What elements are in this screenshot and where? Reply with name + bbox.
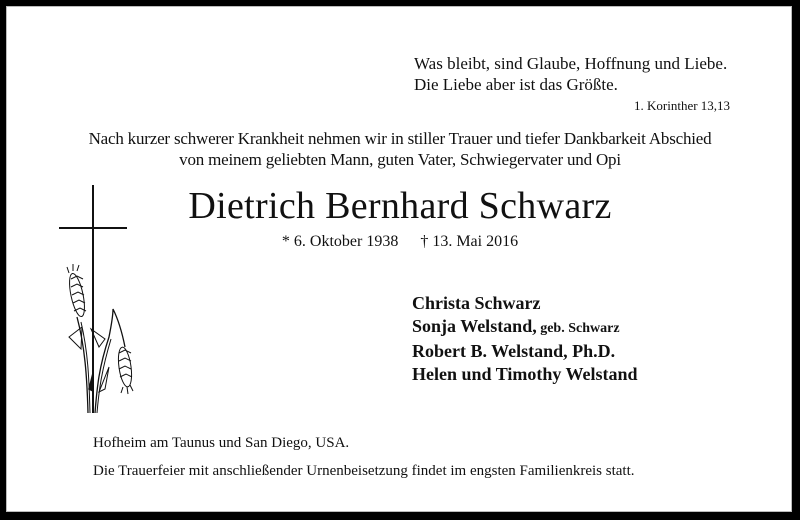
family-list: [412, 292, 638, 386]
verse-reference: 1. Korinther 13,13: [634, 98, 731, 113]
maiden-name: geb. Schwarz: [536, 321, 620, 336]
intro-line-2: von meinem geliebten Mann, guten Vater, Schwiegervater und Opi: [179, 150, 621, 169]
obituary-card: [6, 6, 792, 512]
family-member: Christa Schwarz: [412, 293, 541, 313]
birth-date: * 6. Oktober 1938: [281, 233, 399, 250]
family-member: Helen und Timothy Welstand: [412, 364, 638, 384]
family-member: Robert B. Welstand, Ph.D.: [412, 341, 616, 361]
place-line: Hofheim am Taunus und San Diego, USA.: [93, 435, 350, 451]
intro-text: [7, 128, 793, 170]
cross-with-wheat-icon: [47, 177, 137, 417]
death-date: † 13. Mai 2016: [420, 233, 519, 250]
bible-verse: [414, 53, 727, 95]
verse-line-1: Was bleibt, sind Glaube, Hoffnung und Liebe.: [414, 54, 728, 73]
deceased-name: Dietrich Bernhard Schwarz: [188, 185, 612, 227]
family-member: Sonja Welstand, geb. Schwarz: [412, 316, 620, 336]
intro-line-1: Nach kurzer schwerer Krankheit nehmen wir in stiller Trauer und tiefer Dankbarkeit Abschied: [88, 129, 712, 148]
verse-line-2: Die Liebe aber ist das Größte.: [414, 75, 618, 94]
funeral-notice: Die Trauerfeier mit anschließender Urnenbeisetzung findet im engsten Familienkreis statt.: [93, 463, 635, 479]
